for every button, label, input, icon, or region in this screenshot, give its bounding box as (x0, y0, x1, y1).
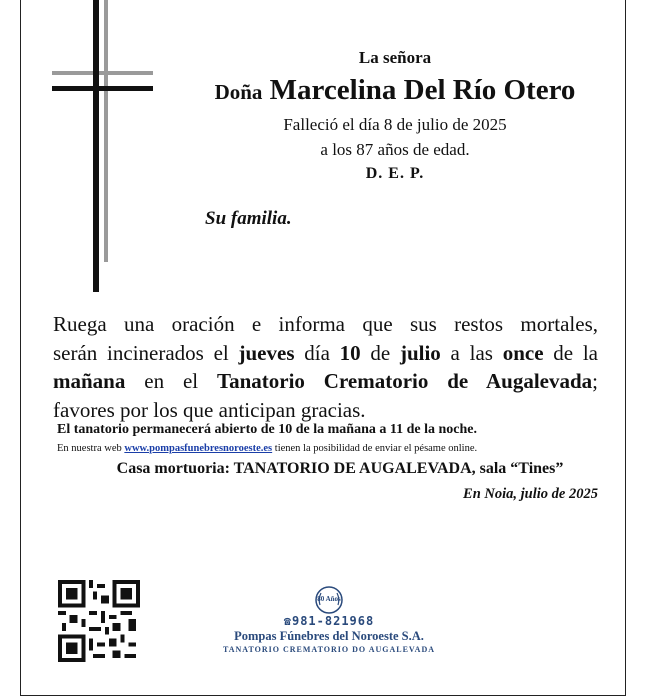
age-text: a los 87 años de edad. (320, 140, 470, 159)
anniversary-badge-icon (314, 585, 344, 615)
name-prefix: Doña (214, 80, 263, 104)
name-text: Marcelina Del Río Otero (269, 74, 576, 106)
company-subtitle: TANATORIO CREMATORIO DO AUGALEVADA (222, 645, 436, 654)
funeral-home: Casa mortuoria: TANATORIO DE AUGALEVADA, sala “Tines” (116, 460, 564, 477)
body-line-2: serán incinerados el jueves día 10 de julio a las once de la (53, 340, 598, 365)
website-link[interactable]: www.pompasfunebresnoroeste.es (124, 443, 273, 454)
dep-text: D. E. P. (365, 165, 425, 182)
place-date: En Noia, julio de 2025 (463, 486, 598, 502)
web-note: En nuestra web www.pompasfunebresnoroeste.es tienen la posibilidad de enviar el pésame online. (57, 443, 478, 454)
svg-text:80 Años: 80 Años (317, 595, 341, 603)
body-line-3: mañana en el Tanatorio Crematorio de Augalevada; (53, 369, 598, 393)
company-name: Pompas Fúnebres del Noroeste S.A. (234, 629, 424, 643)
opening-hours: El tanatorio permanecerá abierto de 10 de la mañana a 11 de la noche. (57, 422, 477, 437)
body-line-1: Ruega una oración e informa que sus restos mortales, (53, 312, 598, 336)
honorific-label: La señora (358, 48, 432, 67)
deceased-name (160, 74, 630, 107)
announcement-body (53, 310, 598, 424)
body-line-4: favores por los que anticipan gracias. (53, 397, 366, 422)
family-text: Su familia. (205, 208, 292, 229)
death-date: Falleció el día 8 de julio de 2025 (283, 115, 507, 134)
phone-number: ☎981-821968 (283, 614, 375, 628)
